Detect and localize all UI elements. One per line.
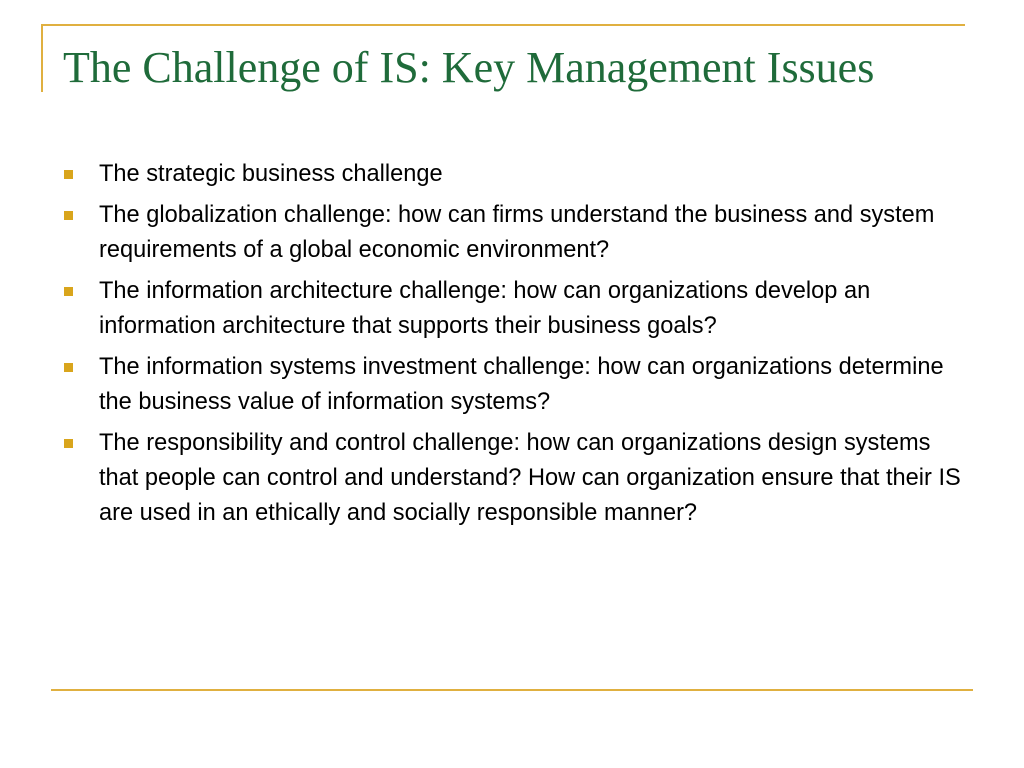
square-bullet-icon <box>64 439 73 448</box>
bullet-item <box>64 350 964 420</box>
bullet-text: The globalization challenge: how can firms understand the business and system requirements of a global economic environment? <box>99 202 935 263</box>
left-accent-rule <box>41 24 43 92</box>
bottom-accent-rule <box>51 689 973 691</box>
bullet-item <box>64 157 964 192</box>
square-bullet-icon <box>64 211 73 220</box>
square-bullet-icon <box>64 170 73 179</box>
bullet-text: The responsibility and control challenge: how can organizations design systems that people can control and understand? How can organization ensure that their IS are used in an ethically and socially responsible manner? <box>99 430 961 526</box>
bullet-text: The information systems investment challenge: how can organizations determine the business value of information systems? <box>99 354 944 415</box>
bullet-text: The information architecture challenge: how can organizations develop an information architecture that supports their business goals? <box>99 278 871 339</box>
bullet-text: The strategic business challenge <box>99 161 443 187</box>
bullet-item <box>64 426 964 531</box>
square-bullet-icon <box>64 287 73 296</box>
bullet-item <box>64 274 964 344</box>
slide-title: The Challenge of IS: Key Management Issues <box>63 43 875 92</box>
bullet-item <box>64 198 964 268</box>
bullet-list <box>64 157 964 537</box>
top-accent-rule <box>41 24 965 26</box>
square-bullet-icon <box>64 363 73 372</box>
